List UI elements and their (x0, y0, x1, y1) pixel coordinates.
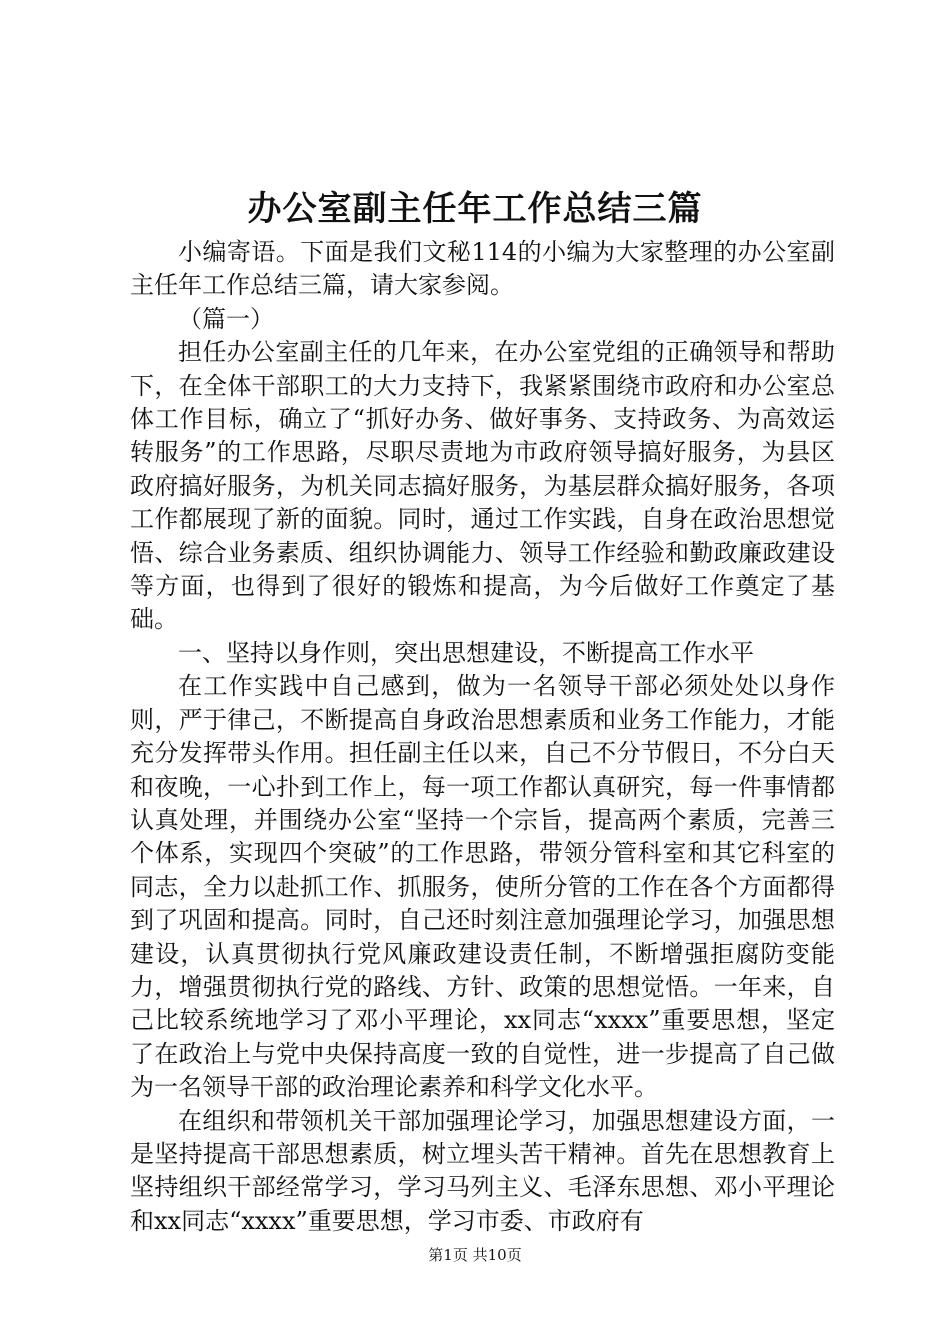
body-paragraph: 在组织和带领机关干部加强理论学习，加强思想建设方面，一是坚持提高干部思想素质，树立埋头苦干精神。首先在思想教育上坚持组织干部经常学习，学习马列主义、毛泽东思想、邓小平理论和xx同志“xxxx”重要思想，学习市委、市政府有 (130, 1106, 835, 1235)
body-paragraph: 在工作实践中自己感到，做为一名领导干部必须处处以身作则，严于律己，不断提高自身政治思想素质和业务工作能力，才能充分发挥带头作用。担任副主任以来，自己不分节假日，不分白天和夜晚，一心扑到工作上，每一项工作都认真研究，每一件事情都认真处理，并围绕办公室“坚持一个宗旨，提高两个素质，完善三个体系，实现四个突破”的工作思路，带领分管科室和其它科室的同志，全力以赴抓工作、抓服务，使所分管的工作在各个方面都得到了巩固和提高。同时，自己还时刻注意加强理论学习，加强思想建设，认真贯彻执行党风廉政建设责任制，不断增强拒腐防变能力，增强贯彻执行党的路线、方针、政策的思想觉悟。一年来，自己比较系统地学习了邓小平理论，xx同志“xxxx”重要思想，坚定了在政治上与党中央保持高度一致的自觉性，进一步提高了自己做为一名领导干部的政治理论素养和科学文化水平。 (130, 672, 835, 1102)
body-paragraph: 担任办公室副主任的几年来，在办公室党组的正确领导和帮助下，在全体干部职工的大力支持下，我紧紧围绕市政府和办公室总体工作目标，确立了“抓好办务、做好事务、支持政务、为高效运转服务”的工作思路，尽职尽责地为市政府领导搞好服务，为县区政府搞好服务，为机关同志搞好服务，为基层群众搞好服务，各项工作都展现了新的面貌。同时，通过工作实践，自身在政治思想觉悟、综合业务素质、组织协调能力、领导工作经验和勤政廉政建设等方面，也得到了很好的锻炼和提高，为今后做好工作奠定了基础。 (130, 338, 835, 634)
intro-paragraph: 小编寄语。下面是我们文秘114的小编为大家整理的办公室副主任年工作总结三篇，请大家参阅。 (130, 238, 835, 300)
section-marker: （篇一） (178, 304, 274, 333)
document-title: 办公室副主任年工作总结三篇 (247, 189, 703, 229)
page-footer: 第1页 共10页 (428, 1246, 522, 1264)
document-body (130, 236, 835, 1238)
section-heading: 一、坚持以身作则，突出思想建设，不断提高工作水平 (178, 638, 754, 667)
